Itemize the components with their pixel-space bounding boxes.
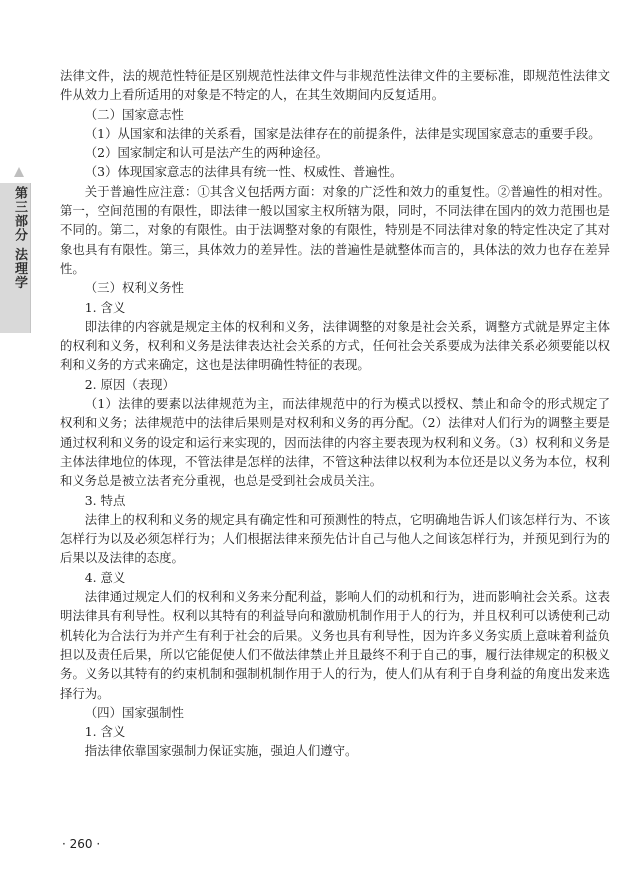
page-number: · 260 ·	[62, 837, 101, 851]
paragraph: 指法律依靠国家强制力保证实施，强迫人们遵守。	[84, 743, 358, 759]
paragraph: （1）法律的要素以法律规范为主，而法律规范中的行为模式以授权、禁止和命令的形式规定了权利和义务；法律规范中的法律后果则是对权利和义务的再分配。（2）法律对人们行为的调整主要是通过权利和义务的设定和运行来实现的，因而法律的内容主要表现为权利和义务。（3）权利和义务是主体法律地位的体现，不管法律是怎样的法律，不管这种法律以权利为本位还是以义务为本位，权利和义务总是被立法者充分重视，也总是受到社会成员关注。	[60, 396, 610, 489]
paragraph: 关于普遍性应注意：①其含义包括两方面：对象的广泛性和效力的重复性。②普遍性的相对性。第一，空间范围的有限性，即法律一般以国家主权所辖为限，同时，不同法律在国内的效力范围也是不同的。第二，对象的有限性。由于法调整对象的有限性，特别是不同法律对象的特定性决定了其对象也具有有限性。第三，具体效力的差异性。法的普遍性是就整体而言的，具体法的效力也存在差异性。	[60, 183, 610, 276]
paragraph: 法律上的权利和义务的规定具有确定性和可预测性的特点，它明确地告诉人们该怎样行为、不该怎样行为以及必须怎样行为；人们根据法律来预先估计自己与他人之间该怎样行为，并预见到行为的后果以及法律的态度。	[60, 511, 610, 566]
paragraph: 4. 意义	[84, 569, 126, 585]
paragraph: 即法律的内容就是规定主体的权利和义务，法律调整的对象是社会关系，调整方式就是界定主体的权利和义务，权利和义务是法律表达社会关系的方式，任何社会关系要成为法律关系必须要能以权利和义务的方式来确定，这也是法律明确性特征的表现。	[60, 318, 610, 373]
paragraph: （四）国家强制性	[84, 704, 184, 720]
paragraph: （二）国家意志性	[84, 106, 184, 122]
section-label: 第三部分 法理学	[12, 186, 27, 290]
paragraph: （1）从国家和法律的关系看，国家是法律存在的前提条件，法律是实现国家意志的重要手段。	[84, 125, 601, 141]
paragraph: 1. 含义	[84, 724, 126, 740]
paragraph: 1. 含义	[84, 299, 126, 315]
paragraph: 2. 原因（表现）	[84, 376, 175, 392]
paragraph: 法律通过规定人们的权利和义务来分配利益，影响人们的动机和行为，进而影响社会关系。这表明法律具有利导性。权利以其特有的利益导向和激励机制作用于人的行为，并且权利可以诱使利己动机转化为合法行为并产生有利于社会的后果。义务也具有利导性，因为许多义务实质上意味着利益负担以及责任后果，所以它能促使人们不做法律禁止并且最终不利于自己的事，履行法律规定的积极义务。义务以其特有的约束机制和强制机制作用于人的行为，使人们从有利于自身利益的角度出发来选择行为。	[60, 589, 610, 701]
paragraph: （2）国家制定和认可是法产生的两种途径。	[84, 145, 329, 161]
paragraph: 法律文件，法的规范性特征是区别规范性法律文件与非规范性法律文件的主要标准，即规范性法律文件从效力上看所适用的对象是不特定的人，在其生效期间内反复适用。	[60, 68, 610, 103]
up-arrow-icon	[14, 167, 24, 177]
paragraph: 3. 特点	[84, 492, 126, 508]
paragraph: （3）体现国家意志的法律具有统一性、权威性、普遍性。	[84, 164, 403, 180]
page-body	[60, 66, 610, 761]
paragraph: （三）权利义务性	[84, 280, 184, 296]
